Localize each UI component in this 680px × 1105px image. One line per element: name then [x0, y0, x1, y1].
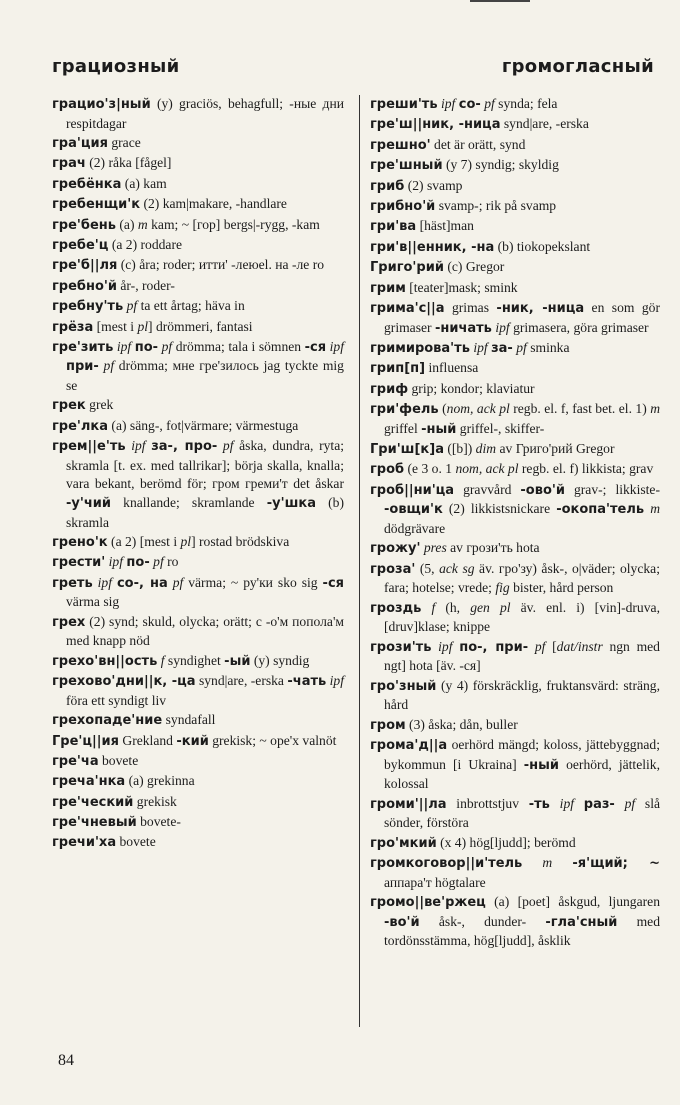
definition-text: äv. enl. i) [vin]-druva, [druv]klase; knippe — [384, 599, 660, 635]
definition-text: föra ett syndigt liv — [66, 692, 167, 708]
definition-text: ] rostad brödskiva — [191, 534, 290, 550]
headword: гре'чневый — [52, 815, 137, 831]
definition-text: (у 7) syndig; skyldig — [442, 157, 559, 173]
definition-text: (x 4) hög[ljudd]; berömd — [436, 834, 576, 850]
definition-text: åsk-, dunder- — [419, 913, 546, 929]
headword: гре'шный — [370, 158, 443, 174]
definition-text: äv. гро'зу) åsk-, o|väder; olycka; fara; hotelse; vrede; — [384, 560, 660, 596]
headword: грим — [370, 280, 406, 296]
grammar-label: pl — [180, 534, 192, 550]
grammar-label: gen pl — [470, 599, 511, 615]
dictionary-entry — [52, 236, 344, 256]
dictionary-entry — [370, 560, 660, 598]
definition-text: oerhörd mängd; koloss, jättebyggnad; bykommun [i Ukraina] — [384, 737, 660, 772]
definition-text: ta ett årtag; häva in — [137, 298, 245, 314]
dictionary-entry — [370, 238, 660, 258]
definition-text: ro — [163, 554, 179, 570]
headword: за-, про- — [151, 439, 218, 455]
definition-text — [528, 639, 535, 654]
definition-text: drömma; мне гре'зилось jag tyckte mig se — [66, 358, 344, 394]
grammar-label: fig — [495, 580, 510, 596]
dictionary-entry — [370, 893, 660, 951]
dictionary-entry — [52, 396, 344, 416]
definition-text: synda; fela — [494, 96, 558, 111]
definition-text: [häst]man — [416, 218, 474, 234]
grammar-label: nom, ack pl — [446, 401, 510, 417]
headword: гре'лка — [52, 418, 109, 434]
dictionary-entry — [370, 339, 660, 359]
headword: гребну'ть — [52, 299, 124, 315]
definition-text: (у) graciös, behagfull; -ные дни respitdagar — [66, 96, 344, 131]
dictionary-entry — [52, 652, 344, 672]
definition-text: bovete — [98, 752, 139, 768]
dictionary-entry — [370, 359, 660, 379]
grammar-label: ipf — [97, 574, 112, 590]
definition-text: oerhörd, jättelik, kolossal — [384, 756, 660, 792]
headword: -кий — [176, 733, 209, 749]
definition-text: (h, — [435, 599, 471, 615]
definition-text: år-, roder- — [117, 277, 175, 293]
dictionary-entry — [370, 156, 660, 176]
definition-text: (a) kam — [121, 175, 167, 191]
headword: греши'ть — [370, 97, 438, 112]
headword: по- — [134, 339, 159, 355]
headword: -у'шка — [266, 496, 316, 512]
headword: грешно' — [370, 137, 431, 153]
definition-text: ] drömmeri, fantasi — [148, 318, 253, 334]
dictionary-entry — [52, 154, 344, 174]
dictionary-entry — [52, 437, 344, 532]
headword: гром — [370, 717, 406, 733]
definition-text: ([b]) — [443, 441, 476, 457]
grammar-label: ipf — [440, 96, 456, 111]
dictionary-entry — [370, 279, 660, 299]
dictionary-entry — [370, 258, 660, 278]
grammar-label: ipf — [108, 554, 124, 570]
grammar-label: f — [160, 652, 165, 668]
definition-text: syndighet — [164, 652, 225, 668]
headword: по-, при- — [459, 639, 529, 655]
dictionary-entry — [370, 599, 660, 637]
headword: раз- — [583, 796, 615, 812]
definition-text: inbrottstjuv — [446, 795, 529, 811]
headword: грожу' — [370, 541, 421, 557]
dictionary-entry — [52, 297, 344, 317]
definition-text: (у 4) förskräcklig, fruktansvärd: sträng, hård — [384, 677, 660, 713]
headword: гри'фель — [370, 402, 439, 418]
headword: грима'с||а — [370, 300, 445, 316]
dictionary-entry — [52, 318, 344, 338]
column-divider — [359, 95, 360, 1027]
definition-text: grace — [107, 134, 141, 150]
definition-text: (b) tiokopekslant — [494, 238, 591, 254]
dictionary-entry — [52, 813, 344, 833]
definition-text: (2) likkistsnickare — [442, 501, 557, 517]
grammar-label: ipf — [329, 338, 345, 354]
grammar-label: m — [542, 855, 553, 871]
dictionary-entry — [370, 677, 660, 715]
headword: гре'зить — [52, 339, 114, 355]
definition-text: av Григо'рий Gregor — [496, 441, 615, 457]
headword: гре'ча — [52, 753, 99, 769]
dictionary-entry — [52, 95, 344, 133]
grammar-label: pf — [172, 574, 184, 590]
headword: грести' — [52, 555, 106, 571]
headword: гребно'й — [52, 278, 117, 294]
definition-text: (2) kam|makare, -handlare — [140, 196, 287, 212]
dictionary-entry — [52, 672, 344, 710]
dictionary-entry — [52, 752, 344, 772]
dictionary-entry — [370, 177, 660, 197]
definition-text: grek — [85, 397, 114, 413]
headword: -гла'сный — [545, 914, 618, 930]
definition-text: en som gör grimaser — [384, 299, 661, 335]
definition-text: (a) — [116, 216, 138, 232]
definition-text: knallande; skramlande — [111, 495, 267, 511]
dictionary-entry — [52, 772, 344, 792]
headword: -овщи'к — [384, 502, 443, 518]
headword: гриф — [370, 381, 409, 397]
grammar-label: dim — [475, 441, 497, 457]
dictionary-entry — [370, 834, 660, 854]
definition-text — [615, 796, 625, 811]
grammar-label: ack sg — [439, 560, 475, 576]
headword: -ть — [528, 796, 550, 812]
definition-text: bister, hård person — [509, 580, 614, 596]
headword: гро'мкий — [370, 835, 437, 851]
headword: грено'к — [52, 535, 108, 551]
dictionary-entry — [370, 400, 660, 439]
grammar-label: dat/instr — [556, 638, 603, 654]
definition-text: grimas — [444, 299, 497, 315]
headword: гре'ческий — [52, 794, 134, 810]
headword: громи'||ла — [370, 796, 447, 812]
grammar-label: pl — [137, 318, 149, 334]
definition-text: regb. el. f) likkista; grav — [518, 461, 654, 477]
headword: гримирова'ть — [370, 340, 470, 356]
dictionary-entry — [370, 638, 660, 676]
definition-text: (a) säng-, fot|värmare; värmestuga — [108, 417, 299, 433]
dictionary-entry — [370, 854, 660, 892]
headword: -чать — [287, 674, 327, 690]
headword: гра'ция — [52, 135, 108, 151]
definition-text: grip; kondor; klaviatur — [408, 380, 535, 396]
headword: грози'ть — [370, 639, 432, 655]
definition-text: svamp-; rik på svamp — [435, 197, 557, 213]
headword: громкоговор||и'тель — [370, 856, 523, 872]
page-number: 84 — [58, 1052, 74, 1069]
dictionary-entry — [52, 711, 344, 731]
headword: при- — [66, 359, 99, 375]
grammar-label: nom, ack pl — [455, 461, 519, 477]
definition-text: (c) åra; roder; итти' -леюel. на -ле ro — [117, 257, 325, 273]
definition-text: grekisk; ~ оре'х valnöt — [208, 732, 337, 748]
definition-text: grekisk — [133, 793, 177, 809]
dictionary-entry — [52, 195, 344, 215]
headword: -у'чий — [66, 496, 111, 512]
dictionary-entry — [52, 417, 344, 437]
headword: гроза' — [370, 561, 416, 577]
definition-text: griffel — [384, 420, 422, 436]
headword: греть — [52, 575, 93, 591]
headword: грем||е'ть — [52, 439, 126, 455]
headword: -ово'й — [520, 482, 565, 498]
headword: гри'в||енник, -на — [370, 239, 495, 255]
dictionary-entry — [370, 197, 660, 217]
headword: -ничать — [434, 320, 492, 336]
grammar-label: m — [650, 401, 661, 417]
definition-text: (5, — [415, 560, 440, 576]
definition-text: grimasera, göra grimaser — [509, 319, 649, 335]
headword: грип[п] — [370, 361, 426, 377]
dictionary-entry — [52, 793, 344, 813]
headword: грибно'й — [370, 198, 436, 214]
definition-text: det är orätt, synd — [430, 136, 526, 152]
definition-text: av грози'ть hota — [446, 540, 540, 556]
grammar-label: ipf — [116, 338, 132, 354]
headword: по- — [126, 555, 150, 571]
grammar-label: pf — [516, 339, 527, 355]
dictionary-entry — [370, 716, 660, 736]
definition-text: (a) grekinna — [125, 773, 195, 789]
definition-text: [ — [545, 638, 557, 654]
definition-text: grav-; likkiste- — [564, 481, 660, 497]
definition-text: bovete — [116, 834, 156, 850]
grammar-label: m — [650, 501, 661, 517]
headword: греча'нка — [52, 774, 126, 790]
definition-text: Grekland — [118, 732, 177, 748]
headword: грацио'з|ный — [52, 97, 151, 112]
definition-text: syndafall — [162, 712, 216, 728]
grammar-label: f — [431, 599, 436, 615]
dictionary-entry — [370, 115, 660, 135]
running-head-left: грациозный — [52, 56, 180, 77]
headword: гребенщи'к — [52, 197, 141, 213]
headword: со-, на — [116, 575, 168, 591]
headword: грек — [52, 398, 86, 414]
grammar-label: pf — [103, 358, 115, 374]
dictionary-entry — [52, 833, 344, 853]
definition-text: bovete- — [136, 814, 181, 830]
dictionary-entry — [370, 736, 660, 794]
grammar-label: pf — [534, 638, 546, 654]
definition-text: åska, dundra, ryta; skramla [t. ex. med tallrikar]; börja skalla, knalla; vara bekant, berömd för; гром греми'т det åskar — [66, 438, 345, 492]
dictionary-entry — [52, 613, 344, 651]
headword: гребе'ц — [52, 237, 109, 253]
dictionary-entry — [52, 338, 344, 396]
definition-text: [mest i — [93, 318, 138, 334]
headword: гре'ш||ник, -ница — [370, 117, 501, 133]
headword: -ся — [304, 339, 327, 355]
grammar-label: pf — [161, 338, 173, 354]
headword: грёза — [52, 319, 94, 335]
headword: -я'щий; ~ — [572, 856, 661, 872]
headword: гро'зный — [370, 678, 437, 694]
definition-text: (3) åska; dån, buller — [405, 716, 518, 732]
left-column — [52, 95, 344, 854]
definition-text: ngn med ngt] hota [äv. -ся] — [384, 638, 660, 674]
dictionary-entry — [52, 134, 344, 154]
right-column — [370, 95, 660, 952]
headword: гребёнка — [52, 176, 122, 192]
definition-text: (c) Gregor — [443, 259, 505, 275]
grammar-label: pres — [423, 540, 447, 556]
headword: со- — [458, 97, 481, 112]
headword: гре'б||ля — [52, 258, 118, 274]
grammar-label: pf — [153, 554, 164, 570]
grammar-label: m — [137, 216, 148, 232]
definition-text — [574, 796, 584, 811]
definition-text: regb. el. f, fast bet. el. 1) — [509, 401, 651, 417]
definition-text: synd|are, -erska — [195, 673, 288, 689]
definition-text: (у) syndig — [250, 652, 310, 668]
grammar-label: pf — [126, 298, 138, 314]
definition-text — [552, 855, 572, 870]
headword: грех — [52, 614, 86, 630]
headword: Гри'ш[к]а — [370, 442, 444, 458]
headword: Григо'рий — [370, 260, 444, 276]
headword: грехопаде'ние — [52, 713, 163, 729]
dictionary-entry — [52, 256, 344, 276]
headword: -ный — [421, 421, 457, 437]
dictionary-entry — [370, 380, 660, 400]
definition-text: (2) synd; skuld, olycka; orätt; с -о'м попола'м med knapp nöd — [66, 613, 344, 649]
definition-text: [teater]mask; smink — [405, 279, 518, 295]
headword: грехо'вн||ость — [52, 653, 158, 669]
definition-text: kam; ~ [гор] bergs|-rygg, -kam — [147, 216, 320, 232]
dictionary-entry — [370, 539, 660, 559]
headword: гре'бень — [52, 217, 116, 233]
headword: гроздь — [370, 600, 422, 616]
headword: -ся — [322, 575, 344, 591]
definition-text: värma; ~ ру'ки sko sig — [183, 574, 323, 590]
headword: -ник, -ница — [496, 300, 585, 316]
dictionary-entry — [52, 553, 344, 573]
definition-text: influensa — [425, 360, 479, 376]
grammar-label: ipf — [495, 319, 510, 335]
definition-text: synd|are, -erska — [500, 116, 589, 132]
dictionary-entry — [370, 217, 660, 237]
headword: -во'й — [384, 914, 420, 930]
dictionary-entry — [370, 481, 660, 539]
dictionary-entry — [370, 95, 660, 115]
definition-text — [522, 855, 542, 870]
headword: грехово'дни||к, -ца — [52, 674, 196, 690]
headword: за- — [491, 340, 513, 356]
top-edge-mark — [470, 0, 530, 6]
definition-text: (2) svamp — [404, 177, 463, 193]
definition-text: аппара'т högtalare — [384, 874, 486, 890]
dictionary-entry — [370, 795, 660, 833]
definition-text: (e 3 o. 1 — [404, 461, 456, 477]
headword: -ый — [224, 653, 251, 669]
dictionary-entry — [370, 440, 660, 460]
grammar-label: ipf — [438, 638, 453, 654]
dictionary-entry — [52, 732, 344, 752]
dictionary-entry — [52, 216, 344, 236]
definition-text: med tordönsstämma, hög[ljudd], åsklik — [384, 913, 660, 949]
headword: грома'д||а — [370, 738, 448, 754]
definition-text: griffel-, skiffer- — [456, 420, 545, 436]
definition-text: värma sig — [66, 594, 120, 610]
definition-text: (b) skramla — [66, 495, 344, 530]
dictionary-entry — [370, 460, 660, 480]
headword: громо||ве'ржец — [370, 895, 486, 911]
headword: гриб — [370, 178, 405, 194]
definition-text — [550, 796, 560, 811]
definition-text — [421, 600, 431, 615]
definition-text: ( — [438, 401, 447, 417]
grammar-label: pf — [222, 438, 234, 454]
headword: -ный — [523, 757, 560, 773]
headword: гречи'ха — [52, 835, 117, 851]
dictionary-entry — [370, 299, 660, 338]
definition-text: (a) [poet] åskgud, ljungaren — [485, 894, 660, 910]
definition-text: sminka — [526, 339, 570, 355]
dictionary-entry — [370, 136, 660, 156]
headword: гроб||ни'ца — [370, 482, 455, 498]
headword: Гре'ц||ия — [52, 733, 119, 749]
grammar-label: ipf — [131, 438, 146, 454]
headword: грач — [52, 156, 86, 172]
grammar-label: pf — [484, 96, 495, 111]
definition-text: (2) råka [fågel] — [85, 155, 172, 171]
headword: -окопа'тель — [556, 502, 645, 518]
headword: гроб — [370, 462, 405, 478]
dictionary-entry — [52, 277, 344, 297]
dictionary-entry — [52, 574, 344, 612]
definition-text: slå sönder, förstöra — [384, 795, 661, 831]
grammar-label: ipf — [329, 673, 344, 689]
headword: гри'ва — [370, 219, 417, 235]
dictionary-entry — [52, 533, 344, 553]
definition-text: drömma; tala i sömnen — [172, 338, 305, 354]
grammar-label: ipf — [473, 339, 488, 355]
definition-text: (a 2) [mest i — [107, 534, 181, 550]
running-head-right: громогласный — [501, 56, 654, 77]
dictionary-entry — [52, 175, 344, 195]
grammar-label: ipf — [559, 795, 575, 811]
definition-text: (a 2) roddare — [108, 236, 183, 252]
grammar-label: pf — [624, 795, 636, 811]
definition-text: gravvård — [454, 481, 521, 497]
definition-text: dödgrävare — [384, 521, 446, 537]
